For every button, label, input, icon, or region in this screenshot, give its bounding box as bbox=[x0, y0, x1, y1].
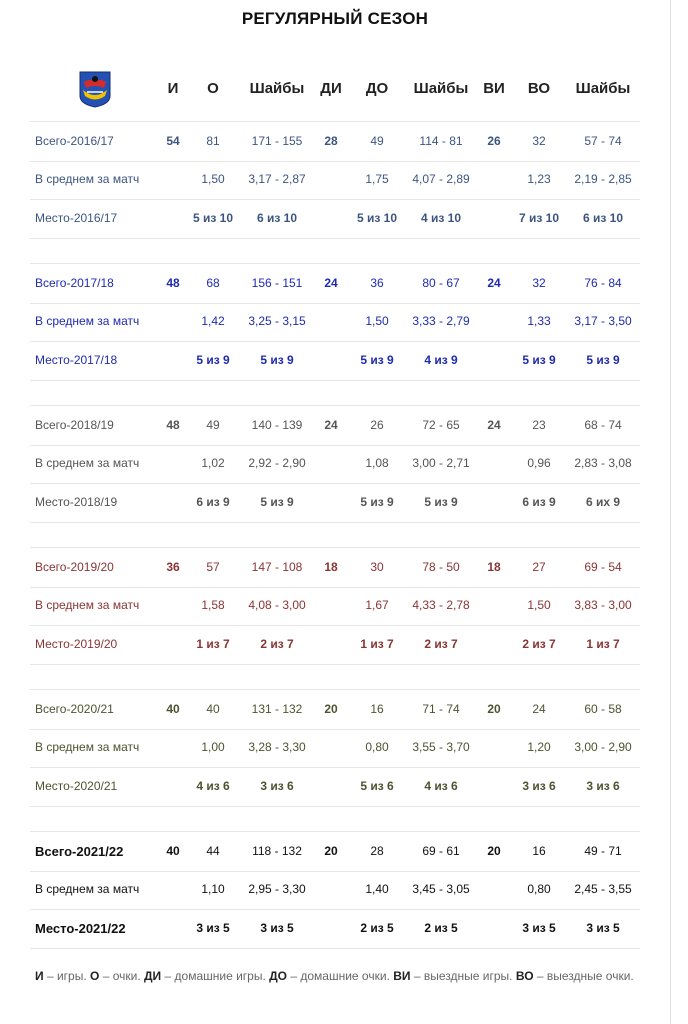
row-label: В среднем за матч bbox=[35, 882, 140, 896]
table-cell: 3 из 5 bbox=[196, 921, 230, 935]
table-cell: 36 bbox=[166, 560, 180, 574]
table-cell: 1,75 bbox=[365, 172, 389, 186]
table-row bbox=[30, 909, 640, 949]
legend-abbr: ВО bbox=[515, 969, 534, 983]
table-row bbox=[30, 547, 640, 588]
legend-text: – выездные игры. bbox=[410, 969, 516, 983]
table-cell: 1,42 bbox=[201, 314, 225, 328]
table-cell: 5 из 9 bbox=[586, 353, 620, 367]
row-label: В среднем за матч bbox=[35, 172, 140, 186]
table-cell: 20 bbox=[324, 844, 338, 858]
table-cell: 118 - 132 bbox=[252, 844, 302, 858]
table-cell: 28 bbox=[370, 844, 384, 858]
table-cell: 69 - 61 bbox=[422, 844, 460, 858]
column-header: О bbox=[207, 80, 219, 97]
hockey-club-emblem-icon bbox=[78, 70, 112, 108]
table-row bbox=[30, 444, 640, 484]
legend-footnote bbox=[35, 966, 645, 987]
table-cell: 3,25 - 3,15 bbox=[248, 314, 306, 328]
table-row bbox=[30, 870, 640, 910]
row-label: Место-2016/17 bbox=[35, 211, 118, 225]
table-cell: 20 bbox=[324, 702, 338, 716]
column-header: ДИ bbox=[320, 80, 342, 97]
page-border bbox=[670, 0, 671, 1024]
table-cell: 140 - 139 bbox=[251, 418, 303, 432]
table-cell: 4,07 - 2,89 bbox=[412, 172, 470, 186]
table-cell: 2,83 - 3,08 bbox=[574, 456, 632, 470]
legend-text: – домашние очки. bbox=[287, 969, 394, 983]
table-cell: 23 bbox=[532, 418, 546, 432]
table-cell: 71 - 74 bbox=[422, 702, 460, 716]
table-cell: 1,10 bbox=[201, 882, 225, 896]
table-cell: 5 из 9 bbox=[360, 353, 394, 367]
table-row bbox=[30, 160, 640, 200]
table-cell: 1 из 7 bbox=[360, 637, 394, 651]
legend-abbr: ВИ bbox=[393, 969, 411, 983]
table-cell: 3,17 - 2,87 bbox=[248, 172, 306, 186]
table-cell: 4,33 - 2,78 bbox=[412, 598, 470, 612]
table-cell: 2 из 5 bbox=[424, 921, 458, 935]
table-cell: 57 bbox=[206, 560, 220, 574]
table-cell: 1,58 bbox=[201, 598, 225, 612]
table-cell: 2 из 7 bbox=[424, 637, 458, 651]
table-cell: 49 - 71 bbox=[584, 844, 622, 858]
table-cell: 0,80 bbox=[527, 882, 551, 896]
table-cell: 24 bbox=[532, 702, 546, 716]
table-cell: 18 bbox=[324, 560, 338, 574]
row-label: Место-2019/20 bbox=[35, 637, 118, 651]
table-cell: 5 из 9 bbox=[196, 353, 230, 367]
table-cell: 5 из 9 bbox=[424, 495, 458, 509]
table-cell: 27 bbox=[532, 560, 546, 574]
table-cell: 1,23 bbox=[527, 172, 551, 186]
legend-abbr: О bbox=[90, 969, 100, 983]
legend-text: – выездные очки. bbox=[533, 969, 634, 983]
table-cell: 3,00 - 2,71 bbox=[412, 456, 470, 470]
table-cell: 114 - 81 bbox=[419, 134, 463, 148]
column-header: Шайбы bbox=[575, 80, 631, 97]
table-cell: 24 bbox=[487, 276, 501, 290]
table-cell: 40 bbox=[166, 844, 180, 858]
table-cell: 20 bbox=[487, 702, 501, 716]
table-cell: 24 bbox=[324, 276, 338, 290]
table-cell: 6 из 10 bbox=[256, 211, 298, 225]
table-cell: 4 из 10 bbox=[420, 211, 462, 225]
table-cell: 24 bbox=[324, 418, 338, 432]
table-cell: 26 bbox=[370, 418, 384, 432]
table-cell: 16 bbox=[532, 844, 546, 858]
legend-text: – игры. bbox=[43, 969, 91, 983]
table-cell: 5 из 9 bbox=[260, 353, 294, 367]
table-cell: 2,45 - 3,55 bbox=[574, 882, 632, 896]
table-cell: 6 из 9 bbox=[196, 495, 230, 509]
table-cell: 2 из 7 bbox=[522, 637, 556, 651]
row-label: Всего-2018/19 bbox=[35, 418, 114, 432]
table-cell: 16 bbox=[370, 702, 384, 716]
table-cell: 49 bbox=[206, 418, 220, 432]
table-cell: 20 bbox=[487, 844, 501, 858]
row-label: Место-2017/18 bbox=[35, 353, 118, 367]
table-cell: 3 из 5 bbox=[522, 921, 556, 935]
column-header: ВО bbox=[527, 80, 551, 97]
table-cell: 1,02 bbox=[201, 456, 225, 470]
table-cell: 1,50 bbox=[365, 314, 389, 328]
table-cell: 72 - 65 bbox=[422, 418, 460, 432]
table-cell: 6 из 9 bbox=[522, 495, 556, 509]
table-cell: 3 из 6 bbox=[586, 779, 620, 793]
row-label: Всего-2016/17 bbox=[35, 134, 114, 148]
table-cell: 5 из 6 bbox=[360, 779, 394, 793]
table-row bbox=[30, 831, 640, 872]
table-cell: 3,45 - 3,05 bbox=[412, 882, 470, 896]
table-row bbox=[30, 302, 640, 342]
table-row bbox=[30, 767, 640, 807]
legend-text: – домашние игры. bbox=[161, 969, 270, 983]
table-cell: 30 bbox=[370, 560, 384, 574]
row-label: Всего-2017/18 bbox=[35, 276, 114, 290]
table-cell: 3,28 - 3,30 bbox=[248, 740, 306, 754]
table-cell: 2,92 - 2,90 bbox=[248, 456, 306, 470]
table-cell: 49 bbox=[370, 134, 384, 148]
table-cell: 5 из 9 bbox=[360, 495, 394, 509]
table-row bbox=[30, 199, 640, 239]
table-cell: 5 из 10 bbox=[192, 211, 234, 225]
row-label: Место-2018/19 bbox=[35, 495, 118, 509]
legend-abbr: ДИ bbox=[143, 969, 162, 983]
row-label: Всего-2020/21 bbox=[35, 702, 114, 716]
table-cell: 3,55 - 3,70 bbox=[412, 740, 470, 754]
table-cell: 1,67 bbox=[365, 598, 389, 612]
table-cell: 3,17 - 3,50 bbox=[574, 314, 632, 328]
table-cell: 5 из 9 bbox=[260, 495, 294, 509]
table-cell: 4 из 9 bbox=[424, 353, 458, 367]
legend-abbr: ДО bbox=[269, 969, 288, 983]
table-cell: 1 из 7 bbox=[586, 637, 620, 651]
table-row bbox=[30, 689, 640, 730]
table-cell: 24 bbox=[487, 418, 501, 432]
table-cell: 48 bbox=[166, 418, 180, 432]
table-cell: 171 - 155 bbox=[251, 134, 303, 148]
row-label: В среднем за матч bbox=[35, 456, 140, 470]
table-row bbox=[30, 625, 640, 665]
table-cell: 1,50 bbox=[527, 598, 551, 612]
table-cell: 48 bbox=[166, 276, 180, 290]
table-cell: 80 - 67 bbox=[422, 276, 460, 290]
column-header: Шайбы bbox=[249, 80, 305, 97]
table-cell: 76 - 84 bbox=[584, 276, 622, 290]
table-row bbox=[30, 728, 640, 768]
table-cell: 54 bbox=[166, 134, 180, 148]
table-row bbox=[30, 483, 640, 523]
table-cell: 1,20 bbox=[527, 740, 551, 754]
table-cell: 40 bbox=[206, 702, 220, 716]
table-cell: 1,33 bbox=[527, 314, 551, 328]
table-cell: 3,00 - 2,90 bbox=[574, 740, 632, 754]
column-header: ДО bbox=[365, 80, 389, 97]
table-cell: 147 - 108 bbox=[251, 560, 303, 574]
table-cell: 1,50 bbox=[201, 172, 225, 186]
table-cell: 32 bbox=[532, 276, 546, 290]
table-cell: 3,33 - 2,79 bbox=[412, 314, 470, 328]
row-label: В среднем за матч bbox=[35, 598, 140, 612]
table-cell: 6 из 10 bbox=[582, 211, 624, 225]
table-cell: 81 bbox=[206, 134, 220, 148]
table-cell: 36 bbox=[370, 276, 384, 290]
table-cell: 3 из 6 bbox=[260, 779, 294, 793]
table-cell: 69 - 54 bbox=[584, 560, 622, 574]
table-cell: 60 - 58 bbox=[584, 702, 622, 716]
table-cell: 3,83 - 3,00 bbox=[574, 598, 632, 612]
table-row bbox=[30, 263, 640, 304]
table-cell: 1,08 bbox=[365, 456, 389, 470]
row-label: Всего-2021/22 bbox=[35, 844, 124, 859]
row-label: Место-2020/21 bbox=[35, 779, 118, 793]
table-cell: 7 из 10 bbox=[518, 211, 560, 225]
column-header: ВИ bbox=[483, 80, 505, 97]
column-header: И bbox=[167, 80, 179, 97]
table-cell: 28 bbox=[324, 134, 338, 148]
table-cell: 0,96 bbox=[527, 456, 551, 470]
table-row bbox=[30, 586, 640, 626]
table-cell: 4,08 - 3,00 bbox=[248, 598, 306, 612]
table-cell: 3 из 6 bbox=[522, 779, 556, 793]
table-cell: 32 bbox=[532, 134, 546, 148]
table-cell: 3 из 5 bbox=[586, 921, 620, 935]
table-cell: 1,40 bbox=[365, 882, 389, 896]
table-cell: 2 из 5 bbox=[360, 921, 394, 935]
table-cell: 2,95 - 3,30 bbox=[248, 882, 306, 896]
table-cell: 68 - 74 bbox=[584, 418, 622, 432]
column-header: Шайбы bbox=[413, 80, 469, 97]
table-cell: 2 из 7 bbox=[260, 637, 294, 651]
page-title: РЕГУЛЯРНЫЙ СЕЗОН bbox=[241, 9, 429, 28]
table-cell: 78 - 50 bbox=[422, 560, 460, 574]
table-cell: 3 из 5 bbox=[260, 921, 294, 935]
table-row bbox=[30, 121, 640, 162]
row-label: В среднем за матч bbox=[35, 314, 140, 328]
table-cell: 6 их 9 bbox=[585, 495, 621, 509]
table-cell: 1,00 bbox=[201, 740, 225, 754]
table-cell: 26 bbox=[487, 134, 501, 148]
table-cell: 131 - 132 bbox=[251, 702, 303, 716]
table-cell: 40 bbox=[166, 702, 180, 716]
table-cell: 1 из 7 bbox=[196, 637, 230, 651]
table-row bbox=[30, 341, 640, 381]
table-cell: 156 - 151 bbox=[251, 276, 303, 290]
legend-abbr: И bbox=[35, 969, 44, 983]
table-cell: 18 bbox=[487, 560, 501, 574]
row-label: Место-2021/22 bbox=[35, 921, 126, 936]
table-cell: 5 из 9 bbox=[522, 353, 556, 367]
table-cell: 5 из 10 bbox=[356, 211, 398, 225]
table-cell: 0,80 bbox=[365, 740, 389, 754]
table-cell: 4 из 6 bbox=[424, 779, 458, 793]
table-row bbox=[30, 405, 640, 446]
legend-text: – очки. bbox=[99, 969, 144, 983]
table-cell: 2,19 - 2,85 bbox=[574, 172, 632, 186]
table-cell: 68 bbox=[206, 276, 220, 290]
table-cell: 44 bbox=[206, 844, 220, 858]
row-label: В среднем за матч bbox=[35, 740, 140, 754]
table-cell: 4 из 6 bbox=[196, 779, 230, 793]
row-label: Всего-2019/20 bbox=[35, 560, 114, 574]
table-cell: 57 - 74 bbox=[584, 134, 622, 148]
